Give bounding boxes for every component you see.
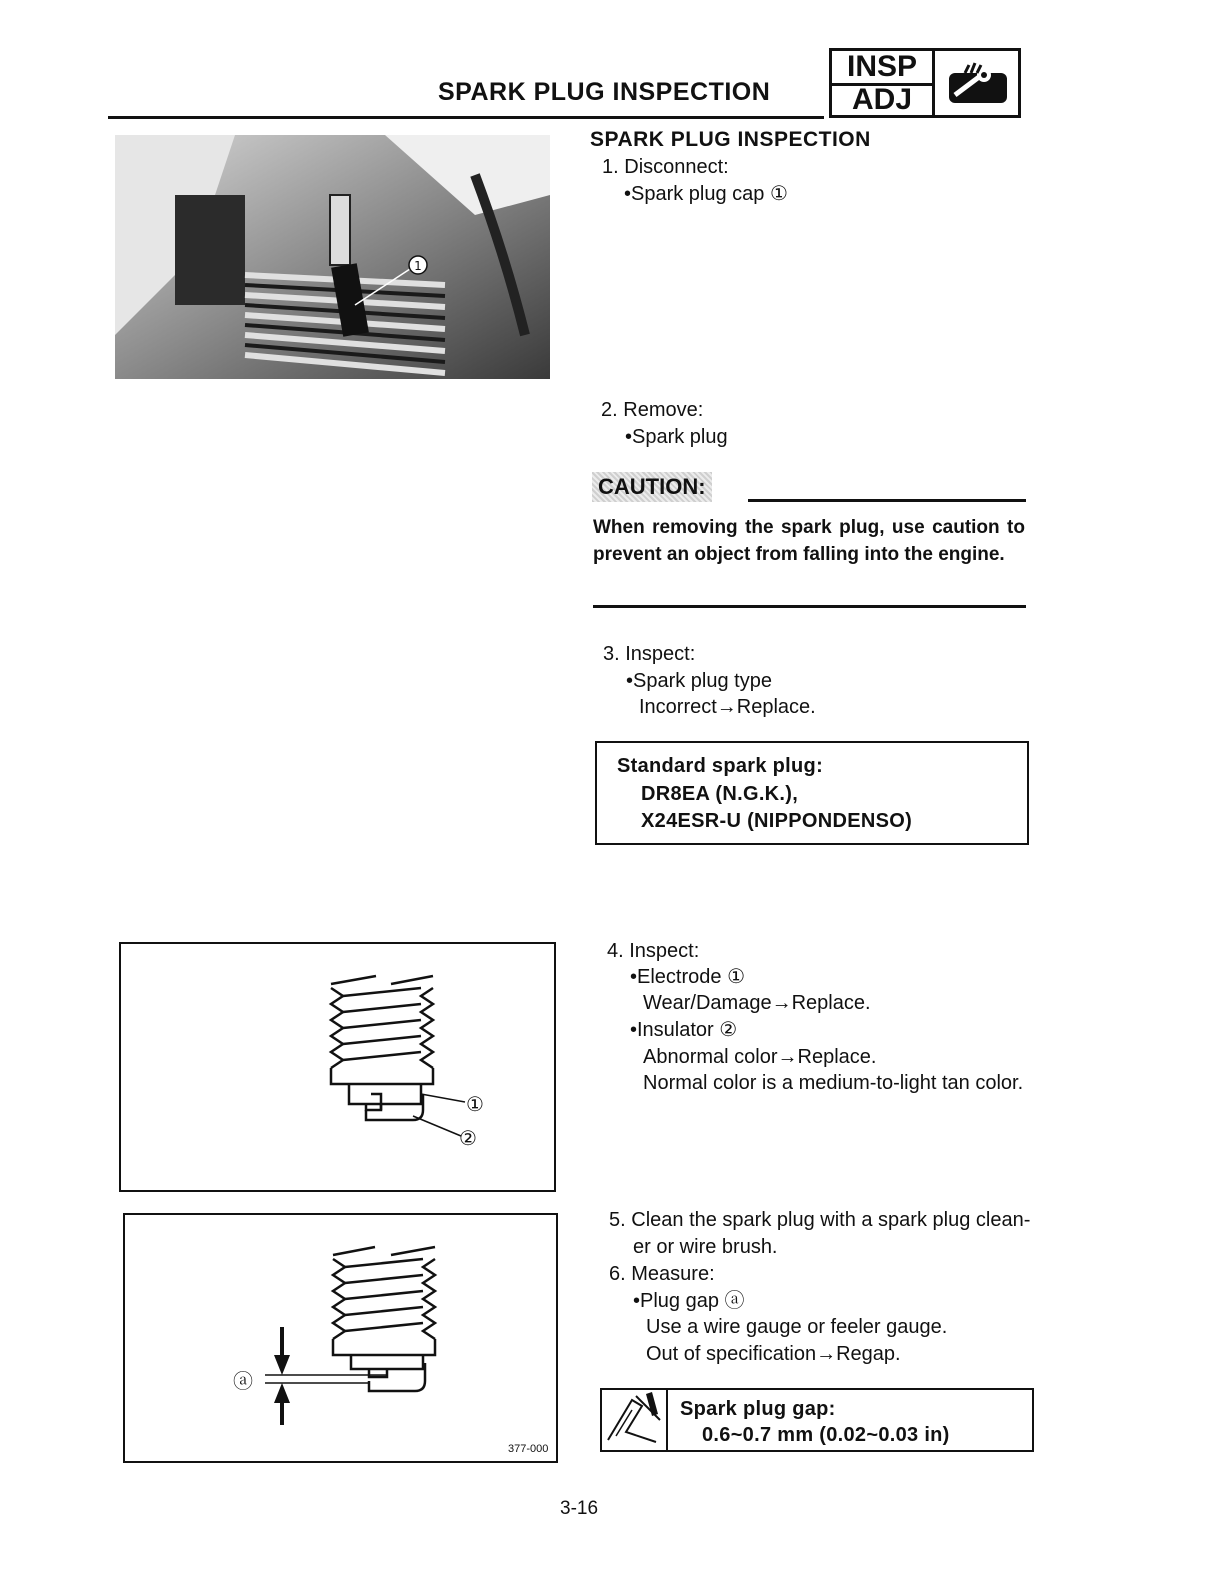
step3-item: •Spark plug type xyxy=(626,670,772,692)
step6-action: Measure: xyxy=(631,1263,715,1285)
caution-rule-bottom xyxy=(593,605,1026,608)
step6-detail1: Use a wire gauge or feeler gauge. xyxy=(646,1316,948,1338)
step2-item: •Spark plug xyxy=(625,426,728,448)
step4-item2-text: •Insulator xyxy=(630,1019,714,1041)
wrench-icon xyxy=(935,51,1018,115)
standard-plug-title: Standard spark plug: xyxy=(617,755,824,777)
step1-heading xyxy=(602,154,729,181)
step4-item1-text: •Electrode xyxy=(630,966,722,988)
step5-number: 5. xyxy=(609,1209,626,1231)
step4-item2-detail2: Normal color is a medium-to-light tan color. xyxy=(643,1072,1024,1094)
badge-text-block xyxy=(832,51,935,115)
plug-gap-box xyxy=(600,1388,1034,1452)
step6-item xyxy=(633,1288,745,1315)
step2-action: Remove: xyxy=(623,399,704,421)
section-title: SPARK PLUG INSPECTION xyxy=(590,128,871,151)
step6-number: 6. xyxy=(609,1263,626,1285)
step3-action: Inspect: xyxy=(625,643,696,665)
step4-action: Inspect: xyxy=(629,940,700,962)
caution-rule-top xyxy=(748,499,1026,502)
step6-detail2: Out of specification→Regap. xyxy=(646,1343,901,1365)
step3-number: 3. xyxy=(603,643,620,665)
figure-code: 377-000 xyxy=(508,1443,549,1455)
badge-insp: INSP xyxy=(832,51,932,86)
badge-adj: ADJ xyxy=(851,83,912,116)
step5-line1: Clean the spark plug with a spark plug clean- xyxy=(631,1209,1031,1231)
step1-item-text: •Spark plug cap xyxy=(624,183,765,205)
plug-gap-value: 0.6~0.7 mm (0.02~0.03 in) xyxy=(702,1424,950,1446)
step4-number: 4. xyxy=(607,940,624,962)
standard-plug-ngk: DR8EA (N.G.K.), xyxy=(641,783,799,805)
caution-text: When removing the spark plug, use caution to prevent an object from falling into the engine. xyxy=(593,517,1025,565)
fig1-callout-1: ① xyxy=(466,1094,484,1116)
step4-item2-detail1: Abnormal color→Replace. xyxy=(643,1046,877,1068)
step6-heading xyxy=(609,1261,715,1288)
standard-plug-box xyxy=(595,741,1029,845)
step4-item1-ref: ① xyxy=(727,966,745,988)
engine-photo xyxy=(115,135,550,379)
step4-item2-ref: ② xyxy=(719,1019,738,1041)
step3-detail: Incorrect→Replace. xyxy=(639,696,816,718)
step3-heading xyxy=(603,641,695,668)
step2-number: 2. xyxy=(601,399,618,421)
step4-item2 xyxy=(630,1017,737,1044)
step5-line2: er or wire brush. xyxy=(633,1236,778,1258)
caution-label: CAUTION: xyxy=(592,472,712,502)
step4-item1 xyxy=(630,964,745,991)
plug-gap-figure xyxy=(123,1213,558,1463)
step1-number: 1. xyxy=(602,156,619,178)
step4-item1-detail: Wear/Damage→Replace. xyxy=(643,992,871,1014)
step1-item xyxy=(624,181,788,208)
step6-item-text: •Plug gap xyxy=(633,1290,719,1312)
header-rule xyxy=(108,116,824,119)
page-title: SPARK PLUG INSPECTION xyxy=(438,78,771,106)
step1-action: Disconnect: xyxy=(624,156,729,178)
svg-text:1: 1 xyxy=(414,259,422,273)
fig2-callout-a: ⓐ xyxy=(233,1371,253,1393)
insp-adj-badge xyxy=(829,48,1021,118)
plug-gap-title: Spark plug gap: xyxy=(680,1398,836,1420)
feeler-gauge-icon xyxy=(602,1390,668,1450)
electrode-figure xyxy=(119,942,556,1192)
step1-ref: ① xyxy=(769,183,788,205)
standard-plug-nippondenso: X24ESR-U (NIPPONDENSO) xyxy=(641,810,913,832)
step4-heading xyxy=(607,938,699,965)
fig1-callout-2: ② xyxy=(459,1128,477,1150)
step2-heading xyxy=(601,397,703,424)
step6-ref: ⓐ xyxy=(724,1290,745,1312)
step5 xyxy=(609,1207,1030,1234)
page-number: 3-16 xyxy=(560,1498,599,1519)
